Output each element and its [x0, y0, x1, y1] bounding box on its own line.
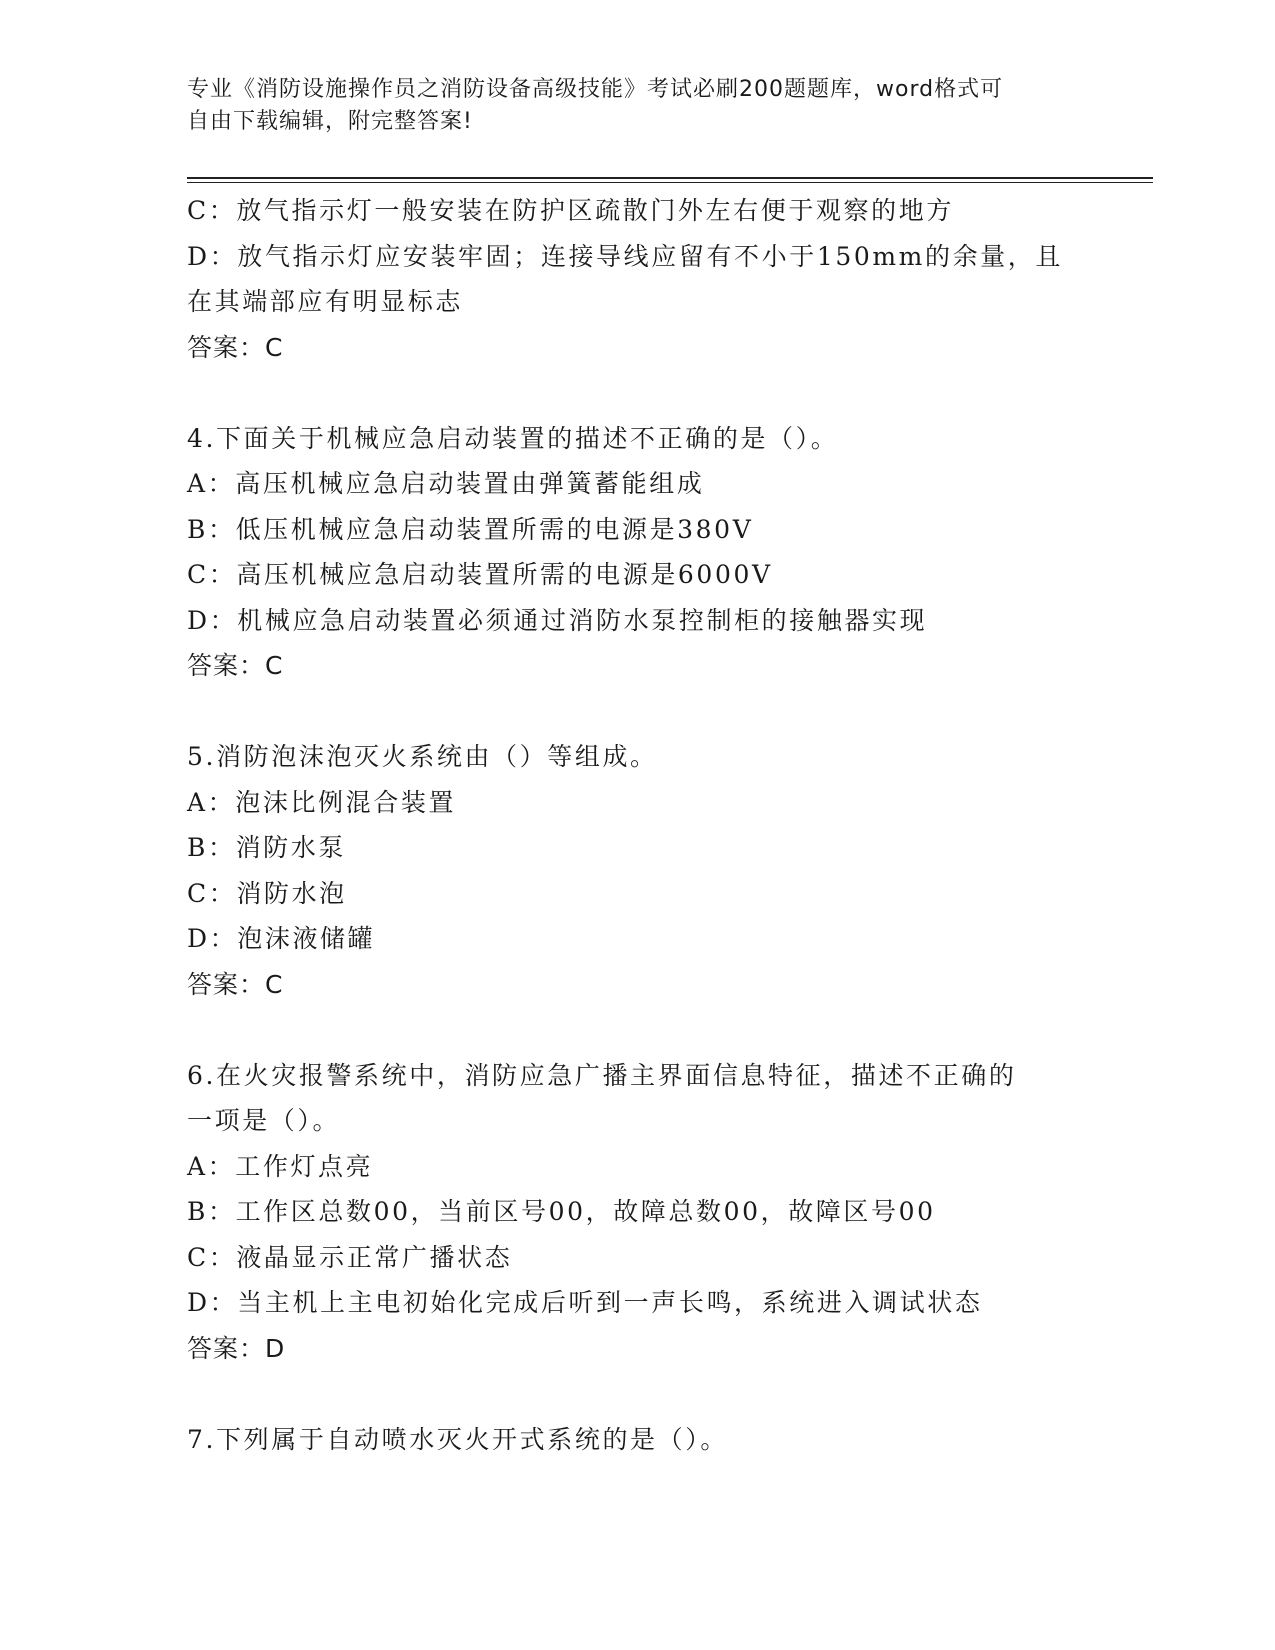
spacer — [187, 689, 1087, 735]
spacer — [187, 1371, 1087, 1417]
question-5 — [187, 734, 1087, 1007]
answer: 答案：D — [187, 1333, 286, 1363]
answer: 答案：C — [187, 332, 284, 362]
question-text: 7.下列属于自动喷水灭火开式系统的是（）。 — [187, 1424, 728, 1454]
option-d: D：泡沫液储罐 — [187, 924, 376, 953]
option-a: A：工作灯点亮 — [187, 1151, 374, 1181]
option-d: D：机械应急启动装置必须通过消防水泵控制柜的接触器实现 — [187, 605, 928, 635]
option-b: B：工作区总数00，当前区号00，故障总数00，故障区号00 — [187, 1197, 936, 1226]
option-b: B：消防水泵 — [187, 833, 346, 862]
question-text: 4.下面关于机械应急启动装置的描述不正确的是（）。 — [187, 423, 839, 453]
option-d: D：放气指示灯应安装牢固；连接导线应留有不小于150mm的余量，且 — [187, 241, 1063, 271]
option-b: B：低压机械应急启动装置所需的电源是380V — [187, 514, 754, 544]
option-a: A：高压机械应急启动装置由弹簧蓄能组成 — [187, 469, 705, 498]
option-a: A：泡沫比例混合装置 — [187, 787, 457, 817]
option-c: C：消防水泡 — [187, 878, 347, 908]
answer: 答案：C — [187, 651, 284, 680]
option-c: C：高压机械应急启动装置所需的电源是6000V — [187, 560, 773, 589]
option-c: C：放气指示灯一般安装在防护区疏散门外左右便于观察的地方 — [187, 196, 954, 225]
answer: 答案：C — [187, 969, 284, 999]
question-list — [187, 188, 1087, 1462]
document-header — [187, 74, 1067, 138]
option-d-continued: 在其端部应有明显标志 — [187, 287, 464, 316]
question-text: 5.消防泡沫泡灭火系统由（）等组成。 — [187, 742, 658, 771]
header-line-1: 专业《消防设施操作员之消防设备高级技能》考试必刷200题题库，word格式可 — [187, 77, 1004, 102]
question-text: 6.在火灾报警系统中，消防应急广播主界面信息特征，描述不正确的 — [187, 1060, 1017, 1090]
option-c: C：液晶显示正常广播状态 — [187, 1242, 513, 1272]
question-4 — [187, 416, 1087, 689]
spacer — [187, 370, 1087, 416]
question-3-tail — [187, 188, 1087, 370]
question-6 — [187, 1053, 1087, 1372]
header-line-2: 自由下载编辑，附完整答案! — [187, 109, 473, 134]
spacer — [187, 1007, 1087, 1053]
header-divider-thick — [187, 177, 1153, 179]
question-text-continued: 一项是（）。 — [187, 1106, 341, 1135]
header-divider-thin — [187, 182, 1153, 183]
option-d: D：当主机上主电初始化完成后听到一声长鸣，系统进入调试状态 — [187, 1288, 983, 1317]
question-7 — [187, 1417, 1087, 1463]
